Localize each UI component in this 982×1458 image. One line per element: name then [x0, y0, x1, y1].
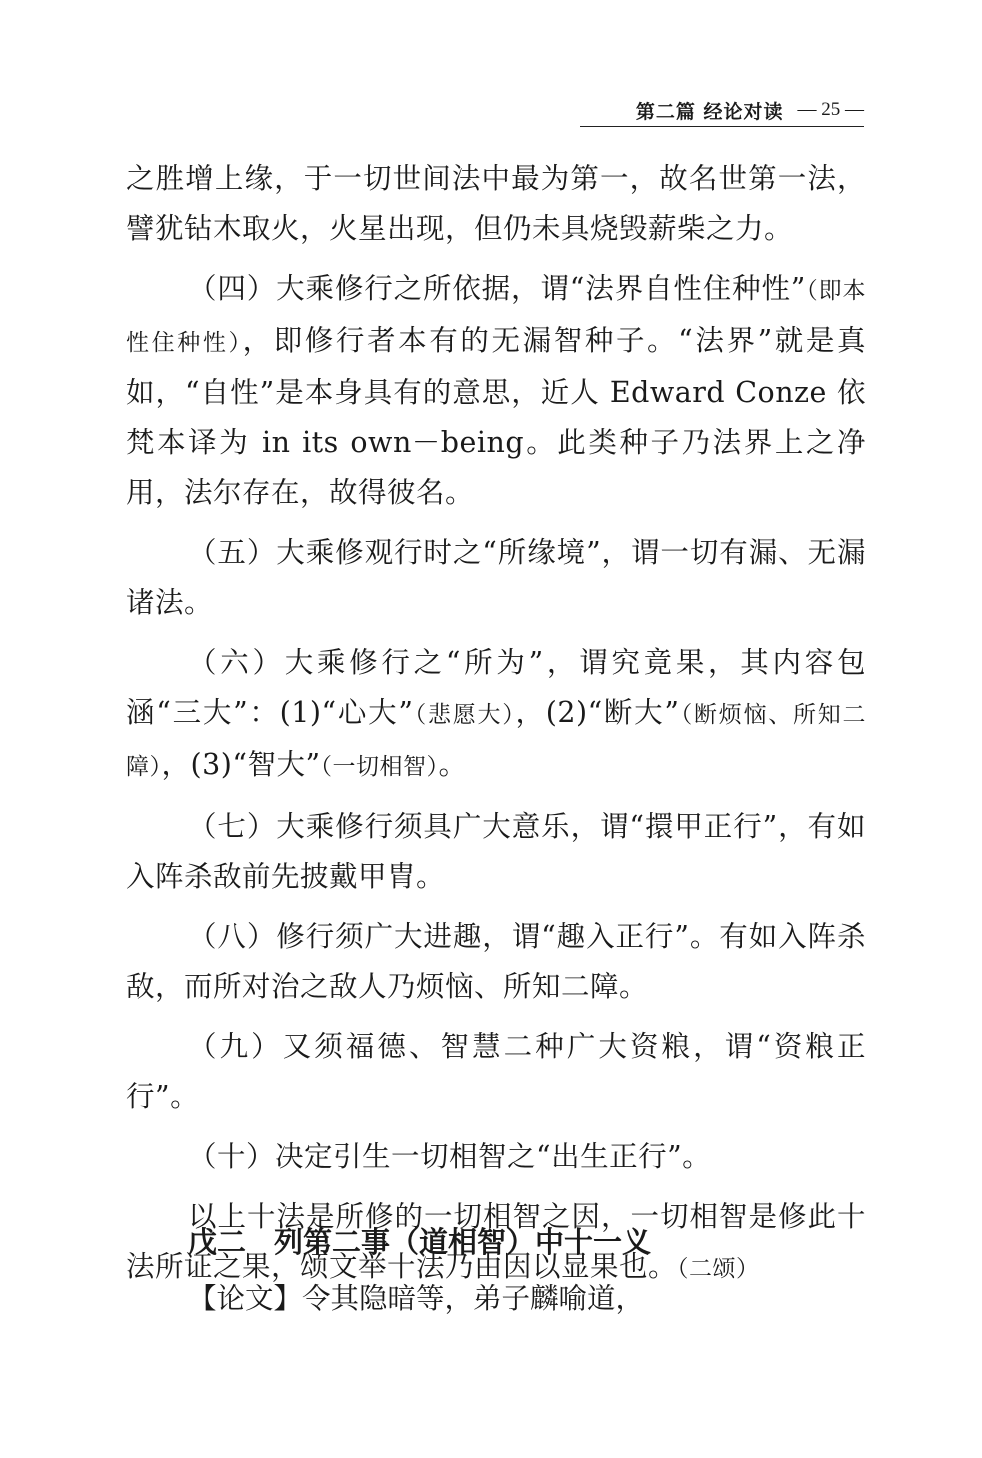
paragraph-summary: 以上十法是所修的一切相智之因，一切相智是修此十法所证之果，颂文举十法乃由因以显果也。（二颂）: [126, 1200, 866, 1283]
paragraph-item-10: （十）决定引生一切相智之“出生正行”。: [188, 1140, 712, 1173]
paragraph-item-6: （六）大乘修行之“所为”，谓究竟果，其内容包涵“三大”：(1)“心大”（悲愿大），(2)“断大”（断烦恼、所知二障），(3)“智大”（一切相智）。: [126, 646, 867, 781]
lunwen-text: 令其隐暗等，弟子麟喻道，: [302, 1282, 645, 1315]
header-rule: [580, 126, 864, 127]
paragraph-item-5: （五）大乘修观行时之“所缘境”，谓一切有漏、无漏诸法。: [126, 536, 866, 619]
paragraph-item-7: （七）大乘修行须具广大意乐，谓“擐甲正行”，有如入阵杀敌前先披戴甲胄。: [126, 810, 866, 893]
paragraph-item-4: （四）大乘修行之所依据，谓“法界自性住种性”（即本性住种性），即修行者本有的无漏智种子。“法界”就是真如，“自性”是本身具有的意思，近人 Edward Conze 依梵本译为 in its own－being。此类种子乃法界上之净用，法尔存在，故得彼名。: [126, 272, 866, 509]
section-title-text: 列第二事（道相智）中十一义: [274, 1225, 652, 1259]
section-label: 戊二: [188, 1225, 247, 1259]
paragraph-continuation: 之胜增上缘，于一切世间法中最为第一，故名世第一法，譬犹钻木取火，火星出现，但仍未具烧毁薪柴之力。: [126, 162, 866, 245]
lunwen-line: [188, 1276, 868, 1322]
body-text: [126, 154, 866, 1304]
paragraph-item-8: （八）修行须广大进趣，谓“趣入正行”。有如入阵杀敌，而所对治之敌人乃烦恼、所知二障。: [126, 920, 866, 1003]
section-heading: [188, 1222, 808, 1262]
page-number: — 25 —: [797, 99, 864, 120]
paragraph-item-9: （九）又须福德、智慧二种广大资粮，谓“资粮正行”。: [126, 1030, 866, 1113]
lunwen-tag: 【论文】: [188, 1282, 303, 1315]
running-header: [580, 94, 864, 126]
chapter-title: 第二篇 经论对读: [635, 100, 784, 123]
